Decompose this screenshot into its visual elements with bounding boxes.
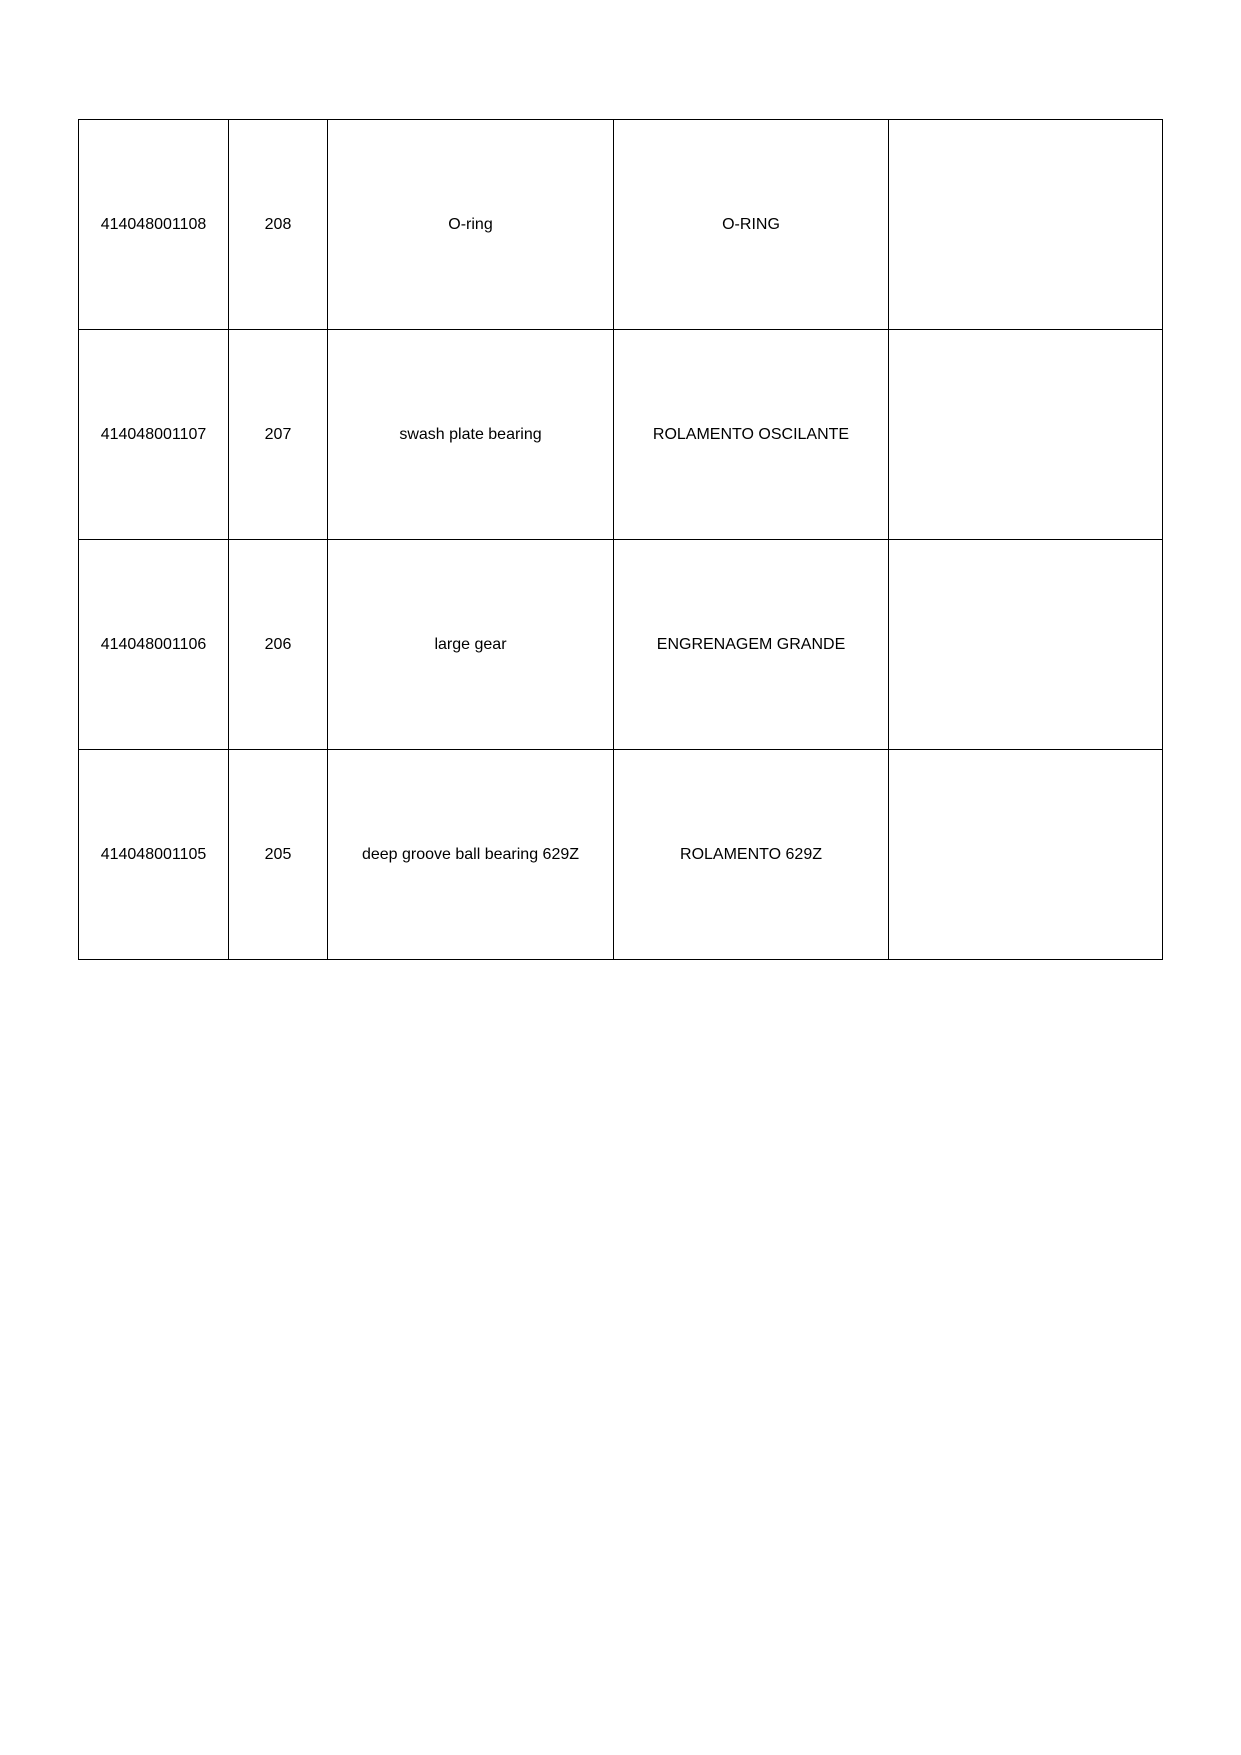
description-en-cell: swash plate bearing: [328, 330, 614, 540]
item-number-cell: 207: [229, 330, 328, 540]
parts-table: [78, 119, 1163, 960]
part-code-cell: 414048001108: [79, 120, 229, 330]
description-en-cell: large gear: [328, 540, 614, 750]
item-number-cell: 205: [229, 750, 328, 960]
description-en-cell: O-ring: [328, 120, 614, 330]
item-number-cell: 208: [229, 120, 328, 330]
part-code-cell: 414048001106: [79, 540, 229, 750]
description-en-cell: deep groove ball bearing 629Z: [328, 750, 614, 960]
description-pt-cell: ENGRENAGEM GRANDE: [614, 540, 889, 750]
part-code-cell: 414048001105: [79, 750, 229, 960]
description-pt-cell: ROLAMENTO 629Z: [614, 750, 889, 960]
table-row: [79, 540, 1163, 750]
part-code-cell: 414048001107: [79, 330, 229, 540]
empty-cell: [889, 120, 1163, 330]
table-row: [79, 330, 1163, 540]
empty-cell: [889, 750, 1163, 960]
empty-cell: [889, 330, 1163, 540]
item-number-cell: 206: [229, 540, 328, 750]
table-row: [79, 120, 1163, 330]
empty-cell: [889, 540, 1163, 750]
description-pt-cell: ROLAMENTO OSCILANTE: [614, 330, 889, 540]
description-pt-cell: O-RING: [614, 120, 889, 330]
table-row: [79, 750, 1163, 960]
